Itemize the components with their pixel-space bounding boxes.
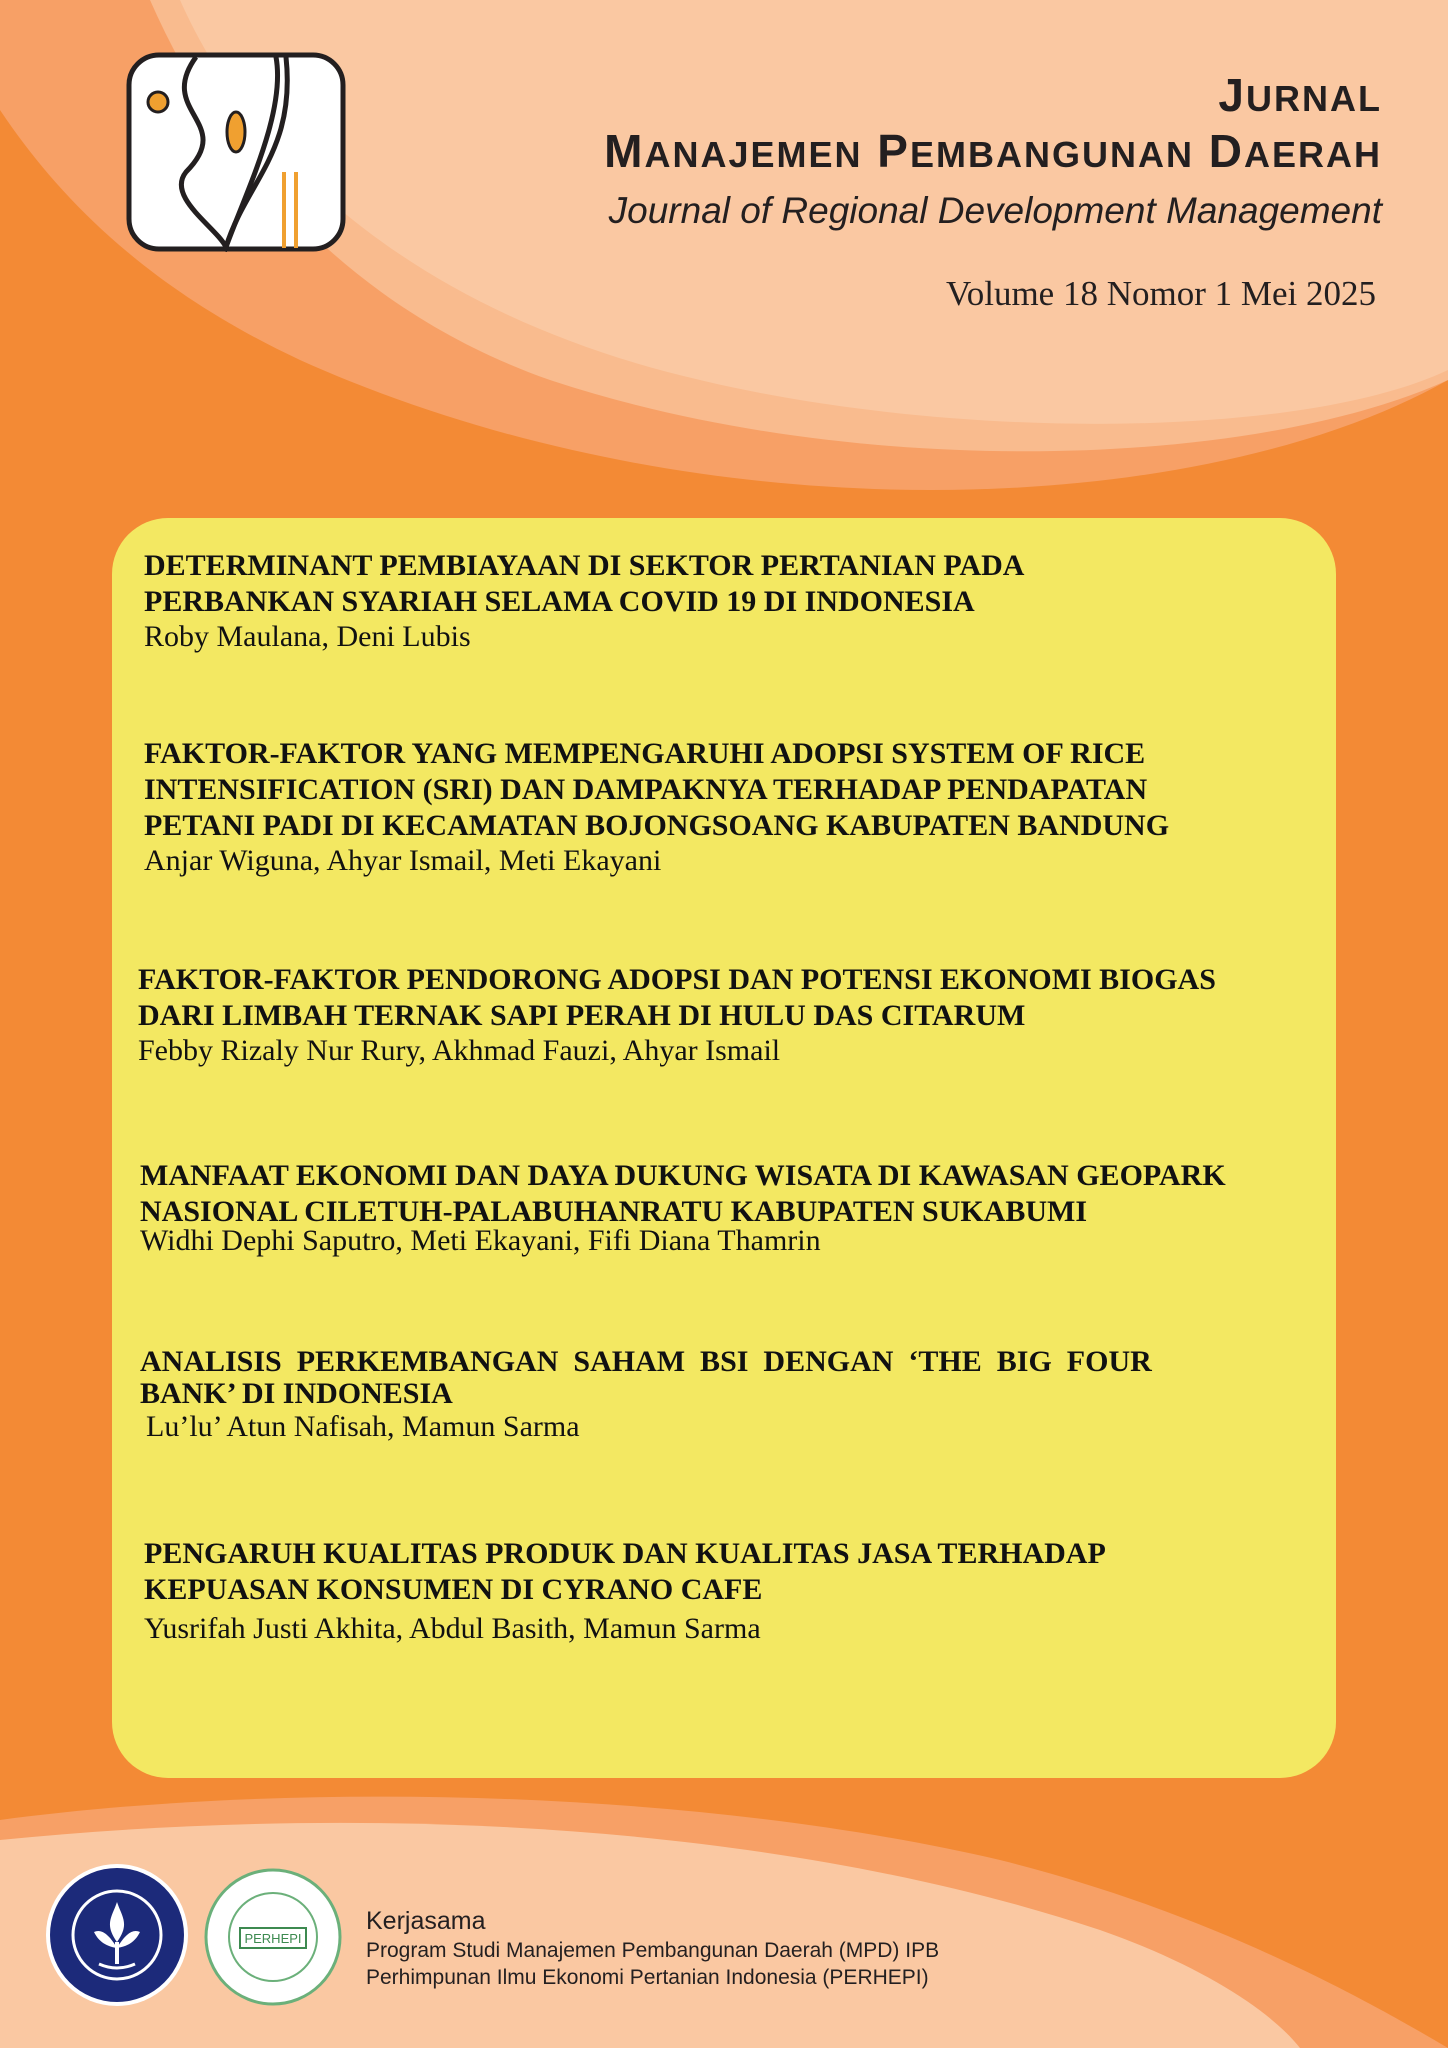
journal-subtitle: Journal of Regional Development Management	[608, 190, 1382, 231]
article-item[interactable]	[144, 1536, 1368, 1646]
article-authors: Lu’lu’ Atun Nafisah, Mamun Sarma	[146, 1410, 580, 1443]
svg-text:PERHEPI: PERHEPI	[244, 1931, 302, 1946]
article-title: DETERMINANT PEMBIAYAAN DI SEKTOR PERTANIAN PADA PERBANKAN SYARIAH SELAMA COVID 19 DI INDONESIA	[144, 549, 1025, 618]
article-title: FAKTOR-FAKTOR YANG MEMPENGARUHI ADOPSI SYSTEM OF RICE INTENSIFICATION (SRI) DAN DAMPAKNYA TERHADAP PENDAPATAN PETANI PADI DI KECAMATAN BOJONGSOANG KABUPATEN BANDUNG	[144, 737, 1170, 842]
volume-info: Volume 18 Nomor 1 Mei 2025	[945, 274, 1376, 313]
article-authors: Yusrifah Justi Akhita, Abdul Basith, Mamun Sarma	[144, 1612, 761, 1645]
article-item[interactable]	[144, 736, 1368, 878]
contents-panel	[112, 518, 1336, 1778]
article-item[interactable]	[138, 962, 1362, 1068]
article-item[interactable]	[140, 1158, 1364, 1258]
article-authors: Anjar Wiguna, Ahyar Ismail, Meti Ekayani	[144, 844, 662, 877]
partner-line-1: Program Studi Manajemen Pembangunan Daerah (MPD) IPB	[366, 1939, 940, 1962]
kerjasama-label: Kerjasama	[366, 1907, 486, 1935]
partner-line-2: Perhimpunan Ilmu Ekonomi Pertanian Indonesia (PERHEPI)	[366, 1966, 929, 1989]
journal-logo	[126, 52, 346, 252]
ipb-seal-logo	[44, 1862, 190, 2008]
article-title: FAKTOR-FAKTOR PENDORONG ADOPSI DAN POTENSI EKONOMI BIOGAS DARI LIMBAH TERNAK SAPI PERAH DI HULU DAS CITARUM	[138, 963, 1216, 1032]
journal-title-line2: MANAJEMEN PEMBANGUNAN DAERAH	[604, 125, 1382, 177]
perhepi-seal-logo	[204, 1868, 342, 2006]
footer-cooperation	[366, 1905, 939, 1991]
article-authors: Febby Rizaly Nur Rury, Akhmad Fauzi, Ahyar Ismail	[138, 1034, 781, 1067]
article-authors: Roby Maulana, Deni Lubis	[144, 620, 471, 653]
article-title: PENGARUH KUALITAS PRODUK DAN KUALITAS JASA TERHADAP KEPUASAN KONSUMEN DI CYRANO CAFE	[144, 1537, 1106, 1606]
journal-title-line1: JURNAL	[1218, 69, 1382, 121]
article-title: MANFAAT EKONOMI DAN DAYA DUKUNG WISATA DI KAWASAN GEOPARK NASIONAL CILETUH-PALABUHANRATU KABUPATEN SUKABUMI	[140, 1159, 1226, 1228]
article-item[interactable]	[140, 1346, 1364, 1444]
article-title: ANALISIS PERKEMBANGAN SAHAM BSI DENGAN ‘THE BIG FOUR BANK’ DI INDONESIA	[140, 1345, 1152, 1410]
article-item[interactable]	[144, 548, 1368, 654]
article-authors: Widhi Dephi Saputro, Meti Ekayani, Fifi Diana Thamrin	[140, 1224, 821, 1257]
